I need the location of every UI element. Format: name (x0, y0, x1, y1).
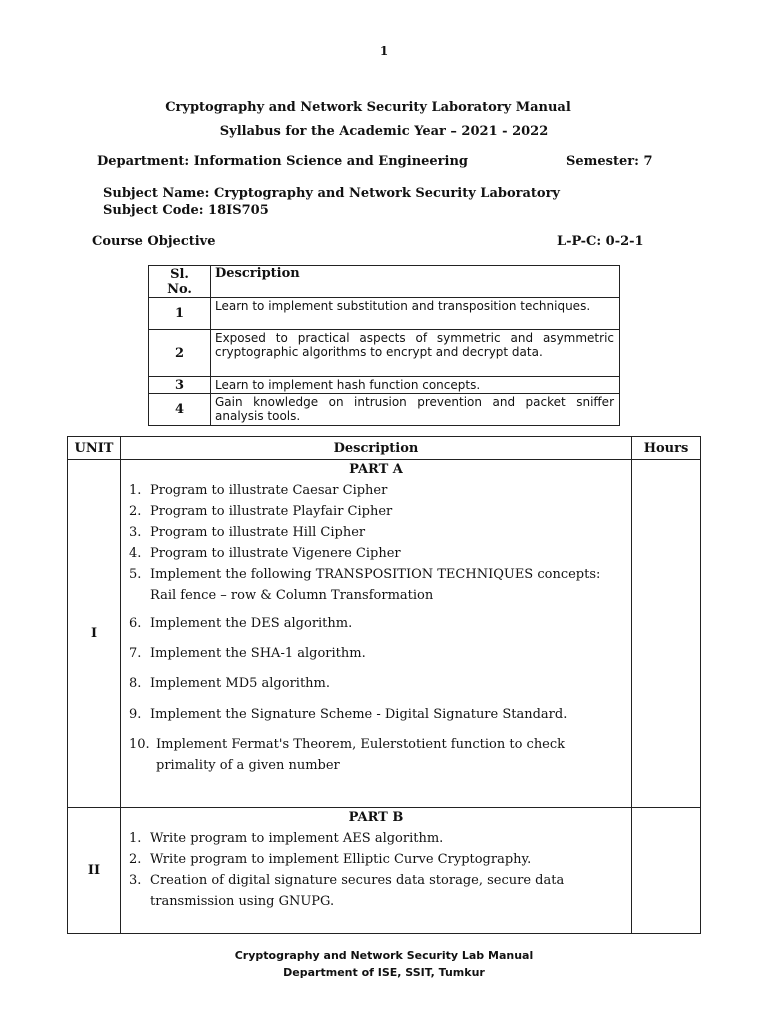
page-number: 1 (379, 44, 389, 58)
objectives-header-desc: Description (211, 266, 620, 298)
unit-hours (632, 460, 701, 808)
unit-description (121, 460, 632, 808)
part-label: PART B (348, 810, 404, 825)
list-item (121, 646, 631, 661)
item-text: Implement MD5 algorithm. (150, 676, 331, 691)
list-item (121, 676, 631, 691)
item-number: 1. (129, 831, 142, 846)
item-text: Program to illustrate Caesar Cipher (150, 483, 388, 498)
units-header-desc: Description (121, 437, 632, 460)
units-header-unit: UNIT (68, 437, 121, 460)
subject-code: Subject Code: 18IS705 (103, 203, 269, 218)
list-item (121, 707, 631, 722)
unit-description (121, 808, 632, 934)
academic-year: Syllabus for the Academic Year – 2021 - 2022 (219, 124, 549, 139)
objectives-header-row (149, 266, 620, 298)
objective-row (149, 377, 620, 394)
list-item (121, 504, 631, 519)
lpc-label: L-P-C: 0-2-1 (557, 234, 644, 249)
objective-desc: Exposed to practical aspects of symmetric and asymmetric cryptographic algorithms to encrypt and decrypt data. (211, 330, 620, 377)
list-item (121, 831, 631, 846)
item-number: 4. (129, 546, 142, 561)
item-text: Implement the following TRANSPOSITION TECHNIQUES concepts: (150, 567, 601, 582)
objective-sl: 1 (149, 298, 211, 330)
item-text: Implement the Signature Scheme - Digital Signature Standard. (150, 707, 568, 722)
item-text-continued: primality of a given number (156, 758, 340, 773)
objective-desc: Gain knowledge on intrusion prevention and packet sniffer analysis tools. (211, 394, 620, 426)
list-item (121, 737, 631, 773)
units-table (67, 436, 701, 934)
footer-department: Department of ISE, SSIT, Tumkur (283, 966, 485, 979)
unit-row (68, 808, 701, 934)
objective-sl: 2 (149, 330, 211, 377)
item-number: 9. (129, 707, 142, 722)
semester: Semester: 7 (566, 154, 653, 169)
item-number: 6. (129, 616, 142, 631)
item-text: Write program to implement AES algorithm. (150, 831, 444, 846)
item-text: Implement the SHA-1 algorithm. (150, 646, 366, 661)
units-header-row (68, 437, 701, 460)
item-text-continued: Rail fence – row & Column Transformation (150, 588, 434, 603)
unit-row (68, 460, 701, 808)
item-number: 2. (129, 852, 142, 867)
item-text: Program to illustrate Playfair Cipher (150, 504, 393, 519)
unit-number: I (68, 460, 121, 808)
objectives-table (148, 265, 620, 426)
objective-row (149, 394, 620, 426)
item-text: Program to illustrate Vigenere Cipher (150, 546, 401, 561)
unit-hours (632, 808, 701, 934)
footer-title: Cryptography and Network Security Lab Manual (234, 949, 534, 962)
objective-row (149, 330, 620, 377)
list-item (121, 567, 631, 603)
objectives-header-sl: Sl. No. (149, 266, 211, 298)
course-objective-label: Course Objective (92, 234, 216, 249)
list-item (121, 873, 631, 909)
item-text: Implement the DES algorithm. (150, 616, 353, 631)
units-header-hours: Hours (632, 437, 701, 460)
list-item (121, 525, 631, 540)
list-item (121, 852, 631, 867)
unit-items (121, 831, 631, 909)
document-title: Cryptography and Network Security Laboratory Manual (165, 100, 571, 115)
objective-sl: 3 (149, 377, 211, 394)
item-text: Implement Fermat's Theorem, Eulerstotient function to check (156, 737, 566, 752)
list-item (121, 483, 631, 498)
unit-items (121, 483, 631, 773)
objective-sl: 4 (149, 394, 211, 426)
item-number: 2. (129, 504, 142, 519)
list-item (121, 546, 631, 561)
item-number: 1. (129, 483, 142, 498)
item-text: Creation of digital signature secures data storage, secure data (150, 873, 565, 888)
item-text: Write program to implement Elliptic Curve Cryptography. (150, 852, 532, 867)
item-text-continued: transmission using GNUPG. (150, 894, 335, 909)
item-text: Program to illustrate Hill Cipher (150, 525, 366, 540)
unit-number: II (68, 808, 121, 934)
item-number: 7. (129, 646, 142, 661)
item-number: 3. (129, 873, 142, 888)
item-number: 3. (129, 525, 142, 540)
part-label: PART A (349, 462, 403, 477)
objective-desc: Learn to implement hash function concepts. (211, 377, 620, 394)
list-item (121, 616, 631, 631)
item-number: 5. (129, 567, 142, 582)
department: Department: Information Science and Engineering (97, 154, 469, 169)
objective-desc: Learn to implement substitution and transposition techniques. (211, 298, 620, 330)
objective-row (149, 298, 620, 330)
subject-name: Subject Name: Cryptography and Network Security Laboratory (103, 186, 560, 201)
item-number: 8. (129, 676, 142, 691)
item-number: 10. (129, 737, 150, 752)
